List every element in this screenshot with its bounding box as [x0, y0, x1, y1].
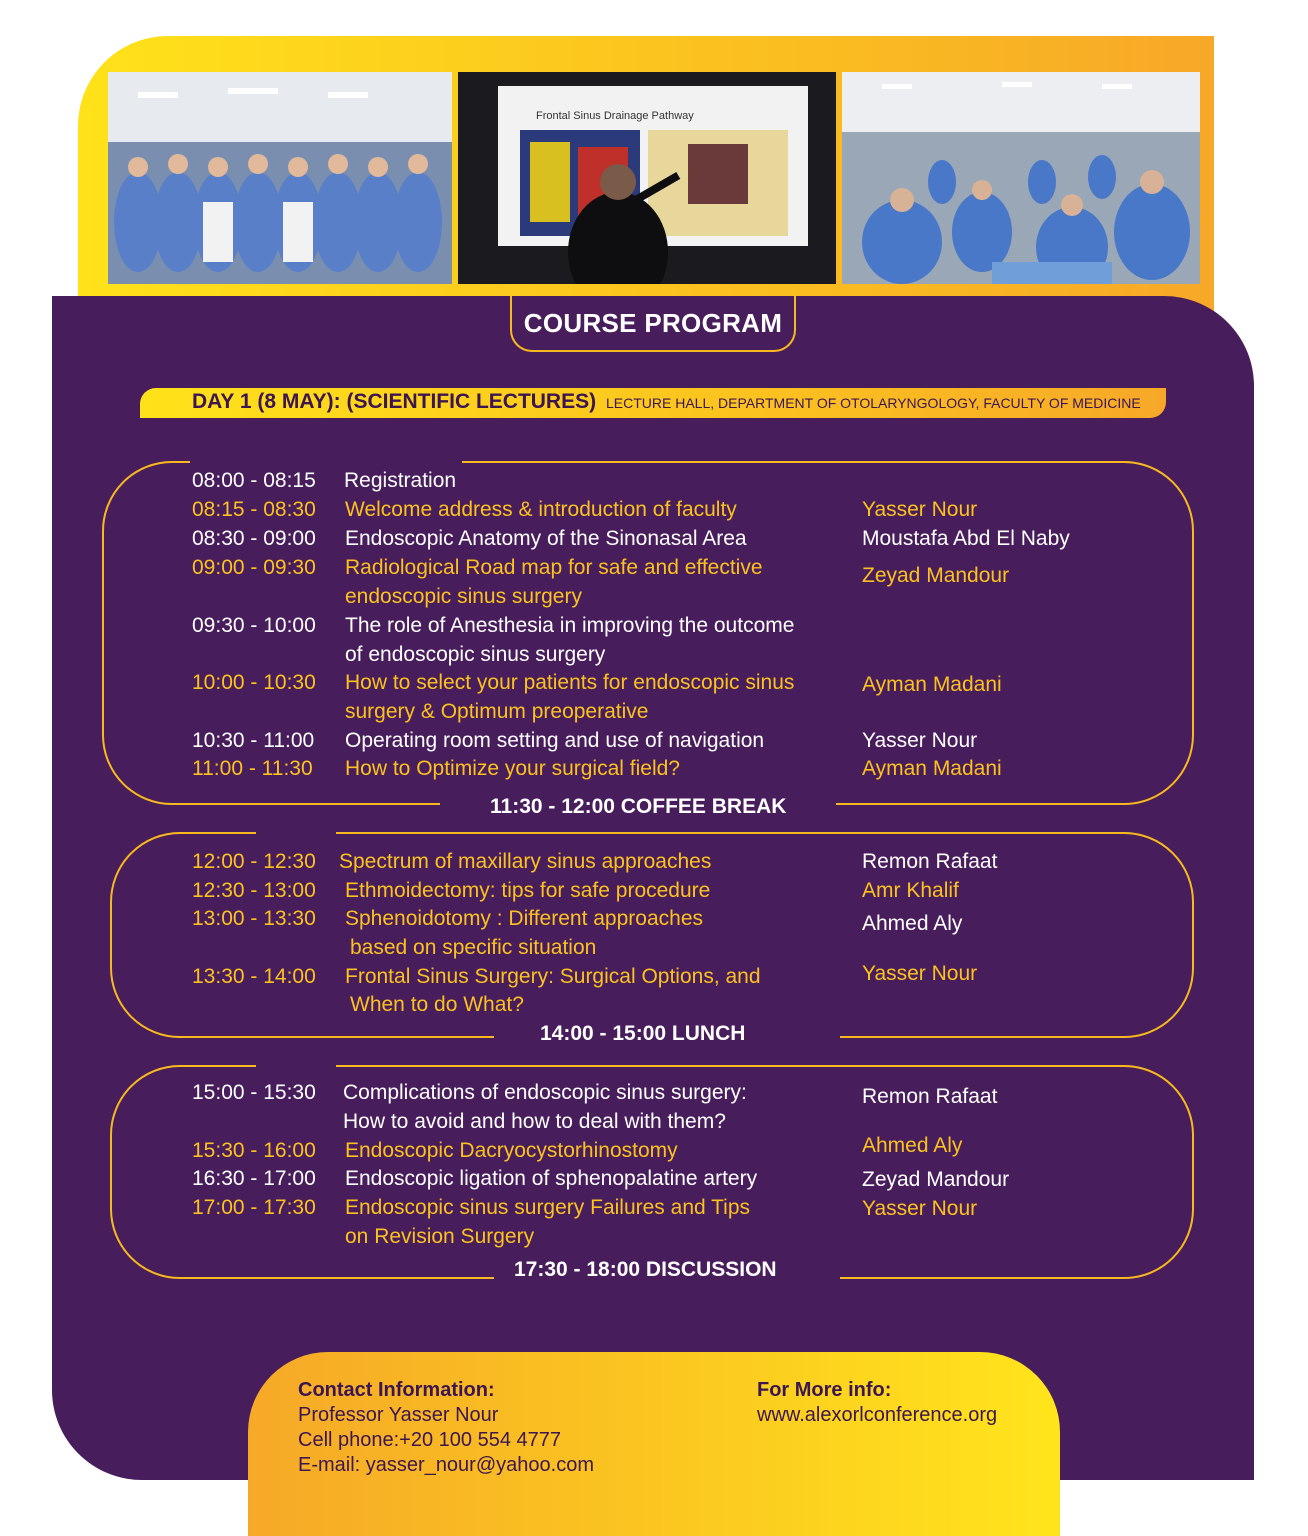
session-title: The role of Anesthesia in improving the outcome [345, 614, 795, 637]
group-photo-icon [108, 72, 452, 284]
session-speaker: Zeyad Mandour [862, 564, 1010, 587]
day-venue: LECTURE HALL, DEPARTMENT OF OTOLARYNGOLOGY, FACULTY OF MEDICINE [606, 395, 1141, 411]
session-time: 15:30 - 16:00 [192, 1139, 316, 1162]
session-title: Welcome address & introduction of faculty [345, 498, 737, 521]
session-time: 13:30 - 14:00 [192, 965, 316, 988]
contact-heading: Contact Information: [298, 1379, 495, 1401]
session-title: How to Optimize your surgical field? [345, 757, 680, 780]
session-time: 08:30 - 09:00 [192, 527, 316, 550]
session-speaker: Ayman Madani [862, 757, 1002, 780]
session-speaker: Remon Rafaat [862, 1085, 998, 1108]
break-label: 11:30 - 12:00 COFFEE BREAK [490, 795, 787, 818]
session-title: Complications of endoscopic sinus surgery: [343, 1081, 747, 1104]
session-time: 08:00 - 08:15 [192, 469, 316, 492]
session-speaker: Moustafa Abd El Naby [862, 527, 1070, 550]
session-time: 08:15 - 08:30 [192, 498, 316, 521]
session-time: 10:30 - 11:00 [192, 729, 315, 752]
session-time: 12:00 - 12:30 [192, 850, 316, 873]
session-title: Endoscopic ligation of sphenopalatine artery [345, 1167, 758, 1190]
more-info-heading: For More info: [757, 1379, 892, 1401]
session-title-cont: of endoscopic sinus surgery [345, 643, 606, 666]
session-title: How to select your patients for endoscopic sinus [345, 671, 795, 694]
session-title: Endoscopic Dacryocystorhinostomy [345, 1139, 678, 1162]
session-title: Sphenoidotomy : Different approaches [345, 907, 704, 930]
session-title-cont: When to do What? [350, 993, 524, 1016]
session-time: 11:00 - 11:30 [192, 757, 313, 780]
session-speaker: Yasser Nour [862, 962, 978, 985]
session-time: 09:00 - 09:30 [192, 556, 316, 579]
session-title: Ethmoidectomy: tips for safe procedure [345, 879, 711, 902]
session-title: Endoscopic sinus surgery Failures and Tips [345, 1196, 751, 1219]
session-title: Operating room setting and use of navigation [345, 729, 765, 752]
contact-name: Professor Yasser Nour [298, 1404, 499, 1426]
break-label: 14:00 - 15:00 LUNCH [540, 1022, 746, 1045]
lecture-photo-icon [458, 72, 836, 284]
session-speaker: Yasser Nour [862, 729, 978, 752]
contact-email[interactable]: E-mail: yasser_nour@yahoo.com [298, 1454, 594, 1476]
session-speaker: Ahmed Aly [862, 1134, 963, 1157]
session-title-cont: on Revision Surgery [345, 1225, 535, 1248]
session-title: Frontal Sinus Surgery: Surgical Options, and [345, 965, 761, 988]
day-label: DAY 1 (8 MAY): (SCIENTIFIC LECTURES) [192, 390, 597, 413]
group-photo [108, 72, 452, 284]
session-speaker: Ahmed Aly [862, 912, 963, 935]
session-time: 09:30 - 10:00 [192, 614, 316, 637]
session-time: 12:30 - 13:00 [192, 879, 316, 902]
session-time: 10:00 - 10:30 [192, 671, 316, 694]
session-title-cont: surgery & Optimum preoperative [345, 700, 649, 723]
session-time: 13:00 - 13:30 [192, 907, 316, 930]
session-speaker: Yasser Nour [862, 1197, 978, 1220]
session-time: 16:30 - 17:00 [192, 1167, 316, 1190]
session-speaker: Amr Khalif [862, 879, 959, 902]
session-speaker: Yasser Nour [862, 498, 978, 521]
session-title-cont: endoscopic sinus surgery [345, 585, 582, 608]
session-title-cont: How to avoid and how to deal with them? [343, 1110, 726, 1133]
session-title: Spectrum of maxillary sinus approaches [339, 850, 712, 873]
slide-title: Frontal Sinus Drainage Pathway [536, 110, 694, 122]
session-time: 17:00 - 17:30 [192, 1196, 316, 1219]
session-title: Endoscopic Anatomy of the Sinonasal Area [345, 527, 747, 550]
contact-phone[interactable]: Cell phone:+20 100 554 4777 [298, 1429, 562, 1451]
session-title: Registration [344, 469, 457, 492]
session-speaker: Zeyad Mandour [862, 1168, 1010, 1191]
break-label: 17:30 - 18:00 DISCUSSION [514, 1258, 777, 1281]
session-speaker: Ayman Madani [862, 673, 1002, 696]
session-speaker: Remon Rafaat [862, 850, 998, 873]
session-title: Radiological Road map for safe and effective [345, 556, 763, 579]
session-time: 15:00 - 15:30 [192, 1081, 316, 1104]
more-info-link[interactable]: www.alexorlconference.org [757, 1404, 998, 1426]
lab-photo-icon [842, 72, 1200, 284]
page-title: COURSE PROGRAM [523, 308, 783, 338]
lab-photo [842, 72, 1200, 284]
session-title-cont: based on specific situation [350, 936, 597, 959]
lecture-photo [458, 72, 836, 284]
